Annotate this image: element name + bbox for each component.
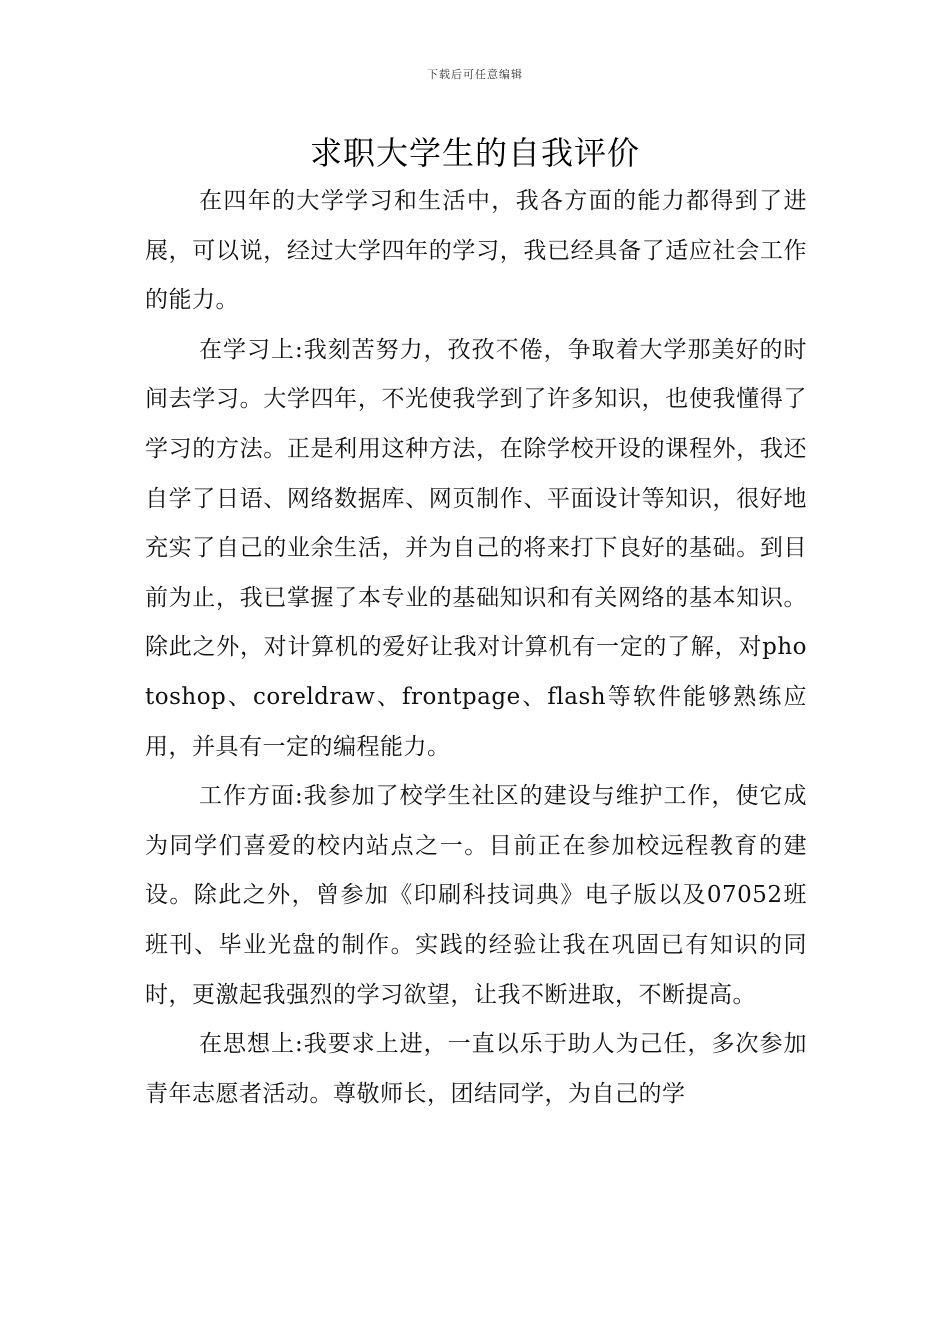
paragraph-intro: 在四年的大学学习和生活中，我各方面的能力都得到了进展，可以说，经过大学四年的学习，我已经具备了适应社会工作的能力。 [145,188,807,314]
paragraph-thought: 在思想上:我要求上进，一直以乐于助人为己任，多次参加青年志愿者活动。尊敬师长，团结同学，为自己的学 [145,1031,807,1107]
paragraph-work: 工作方面:我参加了校学生社区的建设与维护工作，使它成为同学们喜爱的校内站点之一。目前正在参加校远程教育的建设。除此之外，曾参加《印刷科技词典》电子版以及07052班班刊、毕业光盘的制作。实践的经验让我在巩固已有知识的同时，更激起我强烈的学习欲望，让我不断进取，不断提高。 [145,783,807,1008]
document-body [145,177,807,1119]
paragraph-study: 在学习上:我刻苦努力，孜孜不倦，争取着大学那美好的时间去学习。大学四年，不光使我学到了许多知识，也使我懂得了学习的方法。正是利用这种方法，在除学校开设的课程外，我还自学了日语、网络数据库、网页制作、平面设计等知识，很好地充实了自己的业余生活，并为自己的将来打下良好的基础。到目前为止，我已掌握了本专业的基础知识和有关网络的基本知识。除此之外，对计算机的爱好让我对计算机有一定的了解，对photoshop、coreldraw、frontpage、flash等软件能够熟练应用，并具有一定的编程能力。 [145,336,807,760]
document-title: 求职大学生的自我评价 [309,134,640,172]
header-note: 下载后可任意编辑 [427,68,523,81]
